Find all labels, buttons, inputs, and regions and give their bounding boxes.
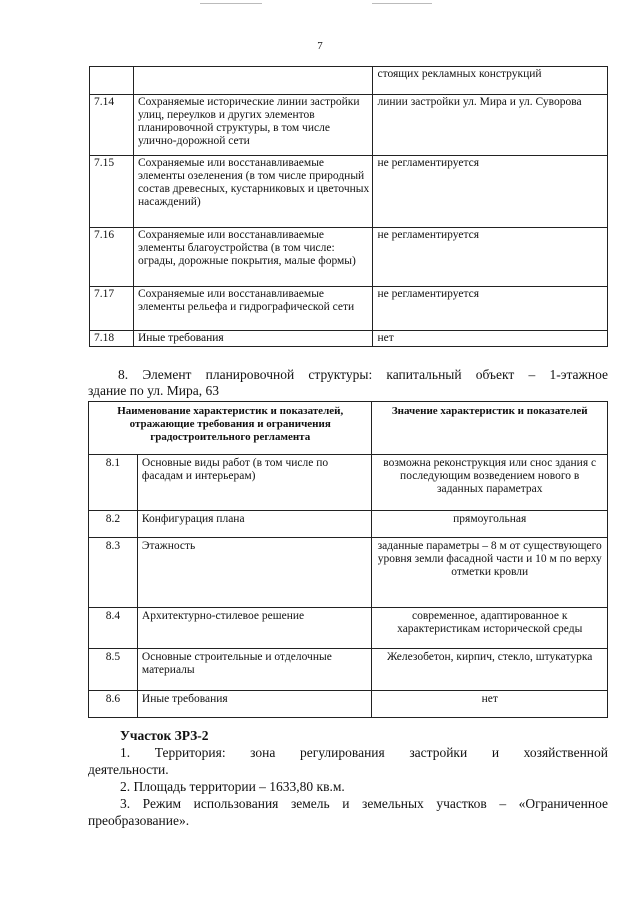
section-zrz-2 bbox=[88, 727, 608, 829]
row-value: заданные параметры – 8 м от существующего уровня земли фасадной части и 10 м по верху отметки кровли bbox=[372, 538, 608, 608]
row-name: Сохраняемые или восстанавливаемые элементы озеленения (в том числе природный состав древесных, кустарниковых и цветочных насаждений) bbox=[133, 156, 373, 228]
table-row bbox=[89, 455, 608, 511]
page-number: 7 bbox=[317, 40, 323, 52]
row-value: не регламентируется bbox=[373, 287, 608, 331]
row-value: возможна реконструкция или снос здания с последующим возведением нового в заданных параметрах bbox=[372, 455, 608, 511]
row-name: Основные виды работ (в том числе по фасадам и интерьерам) bbox=[137, 455, 372, 511]
row-value: прямоугольная bbox=[372, 511, 608, 538]
row-number: 7.18 bbox=[90, 331, 134, 347]
row-name: Архитектурно-стилевое решение bbox=[137, 608, 372, 649]
section-8-heading bbox=[88, 367, 608, 399]
table-row bbox=[90, 156, 608, 228]
table-row bbox=[89, 511, 608, 538]
row-number: 8.6 bbox=[89, 691, 138, 718]
column-header-name: Наименование характеристик и показателей, отражающие требования и ограничения градостроительного регламента bbox=[89, 402, 372, 455]
row-name: Конфигурация плана bbox=[137, 511, 372, 538]
heading-line: здание по ул. Мира, 63 bbox=[88, 383, 219, 398]
row-number: 8.1 bbox=[89, 455, 138, 511]
row-number: 8.2 bbox=[89, 511, 138, 538]
requirements-table-7 bbox=[89, 66, 608, 347]
row-number bbox=[90, 67, 134, 95]
column-header-value: Значение характеристик и показателей bbox=[372, 402, 608, 455]
row-number: 7.17 bbox=[90, 287, 134, 331]
row-value: современное, адаптированное к характеристикам исторической среды bbox=[372, 608, 608, 649]
table-row bbox=[90, 67, 608, 95]
paragraph-line: преобразование». bbox=[88, 813, 190, 828]
row-name: Этажность bbox=[137, 538, 372, 608]
row-number: 7.14 bbox=[90, 95, 134, 156]
table-row bbox=[90, 331, 608, 347]
row-name: Сохраняемые или восстанавливаемые элементы рельефа и гидрографической сети bbox=[133, 287, 373, 331]
table-row bbox=[90, 228, 608, 287]
row-value: нет bbox=[373, 331, 608, 347]
row-number: 8.4 bbox=[89, 608, 138, 649]
row-name: Иные требования bbox=[133, 331, 373, 347]
top-rule-right bbox=[372, 3, 432, 4]
table-row bbox=[89, 538, 608, 608]
row-value: нет bbox=[372, 691, 608, 718]
row-name: Сохраняемые или восстанавливаемые элементы благоустройства (в том числе: ограды, дорожные покрытия, малые формы) bbox=[133, 228, 373, 287]
table-row bbox=[89, 649, 608, 691]
row-name: Иные требования bbox=[137, 691, 372, 718]
row-value: не регламентируется bbox=[373, 228, 608, 287]
row-value: не регламентируется bbox=[373, 156, 608, 228]
paragraph-line: деятельности. bbox=[88, 762, 169, 777]
requirements-table-8 bbox=[88, 401, 608, 718]
row-name bbox=[133, 67, 373, 95]
row-number: 7.16 bbox=[90, 228, 134, 287]
table-row bbox=[90, 287, 608, 331]
row-number: 7.15 bbox=[90, 156, 134, 228]
section-title: Участок ЗРЗ-2 bbox=[120, 728, 209, 743]
paragraph-line: 1. Территория: зона регулирования застройки и хозяйственной bbox=[120, 745, 608, 760]
paragraph: 2. Площадь территории – 1633,80 кв.м. bbox=[120, 779, 345, 794]
top-rule-left bbox=[200, 3, 262, 4]
row-name: Основные строительные и отделочные материалы bbox=[137, 649, 372, 691]
row-number: 8.3 bbox=[89, 538, 138, 608]
row-number: 8.5 bbox=[89, 649, 138, 691]
table-row bbox=[90, 95, 608, 156]
table-header-row bbox=[89, 402, 608, 455]
row-value: Железобетон, кирпич, стекло, штукатурка bbox=[372, 649, 608, 691]
table-row bbox=[89, 608, 608, 649]
heading-line: 8. Элемент планировочной структуры: капитальный объект – 1-этажное bbox=[118, 367, 608, 382]
table-row bbox=[89, 691, 608, 718]
row-name: Сохраняемые исторические линии застройки улиц, переулков и других элементов планировочной структуры, в том числе улично-дорожной сети bbox=[133, 95, 373, 156]
row-value: линии застройки ул. Мира и ул. Суворова bbox=[373, 95, 608, 156]
paragraph-line: 3. Режим использования земель и земельных участков – «Ограниченное bbox=[120, 796, 608, 811]
row-value: стоящих рекламных конструкций bbox=[373, 67, 608, 95]
